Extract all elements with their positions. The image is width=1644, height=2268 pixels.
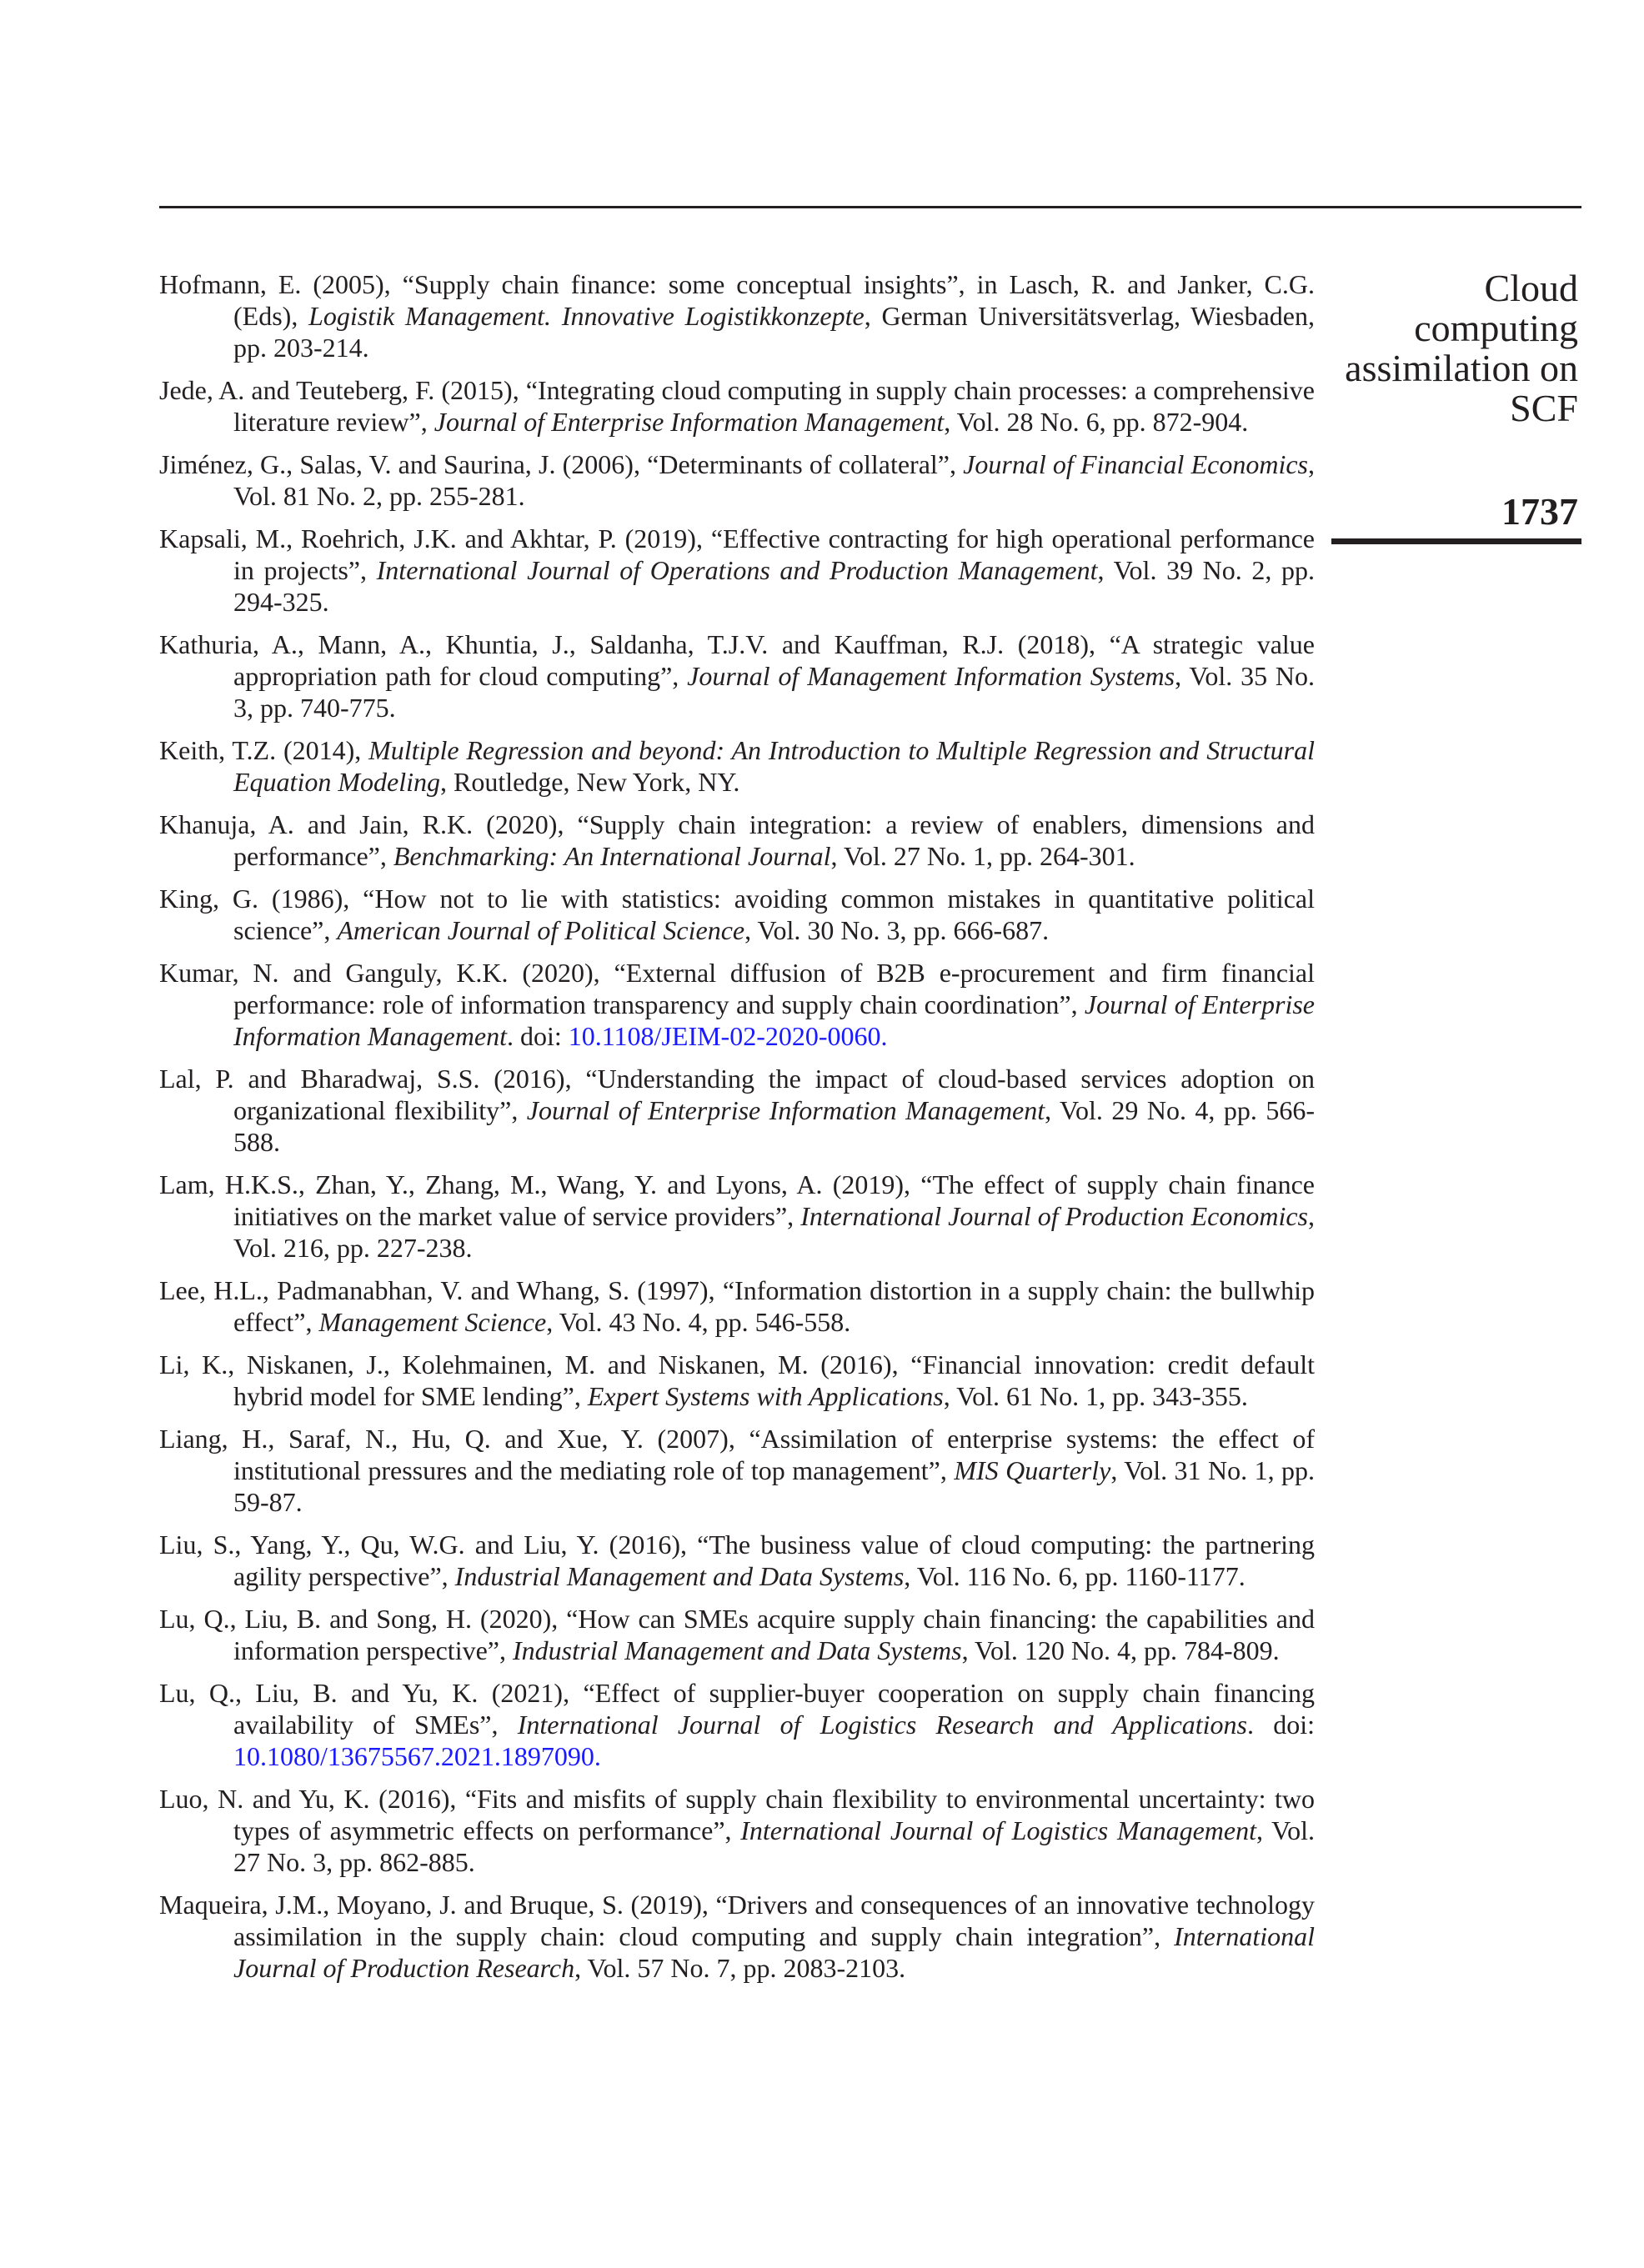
reference-source-title: Benchmarking: An International Journal	[393, 841, 831, 871]
reference-entry	[159, 1603, 1315, 1666]
reference-entry	[159, 268, 1315, 363]
reference-source-title: Journal of Financial Economics	[963, 449, 1308, 479]
reference-text: Keith, T.Z. (2014),	[159, 735, 369, 765]
page-number-rule	[1331, 538, 1581, 544]
reference-entry	[159, 957, 1315, 1052]
reference-text: Lu, Q., Liu, B. and Song, H. (2020), “How can SMEs acquire supply chain financing: the capabilities and information perspective”,	[159, 1604, 1315, 1665]
reference-details: , Vol. 57 No. 7, pp. 2083-2103.	[574, 1953, 906, 1983]
reference-details: , Vol. 35 No. 3, pp. 740-775.	[233, 661, 1316, 723]
reference-details: , Vol. 28 No. 6, pp. 872-904.	[944, 407, 1249, 437]
reference-details: , Vol. 61 No. 1, pp. 343-355.	[943, 1381, 1248, 1411]
reference-source-title: International Journal of Logistics Research and Applications	[517, 1710, 1248, 1740]
reference-source-title: Journal of Management Information Systems	[687, 661, 1175, 691]
reference-text: King, G. (1986), “How not to lie with statistics: avoiding common mistakes in quantitative political science”,	[159, 884, 1315, 945]
reference-text: Kathuria, A., Mann, A., Khuntia, J., Saldanha, T.J.V. and Kauffman, R.J. (2018), “A strategic value appropriation path for cloud computing”,	[159, 629, 1315, 691]
top-rule	[159, 206, 1581, 208]
reference-text: Lal, P. and Bharadwaj, S.S. (2016), “Understanding the impact of cloud-based services adoption on organizational flexibility”,	[159, 1064, 1315, 1125]
reference-entry	[159, 1677, 1315, 1772]
reference-text: Liu, S., Yang, Y., Qu, W.G. and Liu, Y. (2016), “The business value of cloud computing: the partnering agility perspective”,	[159, 1530, 1315, 1591]
reference-details: , Vol. 216, pp. 227-238.	[233, 1201, 1316, 1263]
reference-source-title: Management Science	[318, 1307, 547, 1337]
reference-entry	[159, 1063, 1315, 1158]
reference-text: Li, K., Niskanen, J., Kolehmainen, M. and Niskanen, M. (2016), “Financial innovation: credit default hybrid model for SME lending”,	[159, 1349, 1315, 1411]
reference-source-title: MIS Quarterly	[954, 1455, 1111, 1485]
reference-source-title: International Journal of Logistics Management	[740, 1815, 1257, 1845]
reference-details: , Vol. 81 No. 2, pp. 255-281.	[233, 449, 1315, 511]
reference-source-title: International Journal of Operations and Production Management	[376, 555, 1098, 585]
reference-text: Liang, H., Saraf, N., Hu, Q. and Xue, Y. (2007), “Assimilation of enterprise systems: the effect of institutional pressures and the mediating role of top management”,	[159, 1424, 1315, 1485]
reference-entry	[159, 1529, 1315, 1592]
reference-entry	[159, 809, 1315, 872]
reference-details: , Vol. 27 No. 3, pp. 862-885.	[233, 1815, 1316, 1877]
reference-text: Kapsali, M., Roehrich, J.K. and Akhtar, P. (2019), “Effective contracting for high operational performance in projects”,	[159, 523, 1315, 585]
reference-text: Jiménez, G., Salas, V. and Saurina, J. (2006), “Determinants of collateral”,	[159, 449, 964, 479]
reference-text: Lu, Q., Liu, B. and Yu, K. (2021), “Effect of supplier-buyer cooperation on supply chain financing availability of SMEs”,	[159, 1678, 1315, 1740]
running-title-line: Cloud	[1484, 267, 1578, 309]
reference-entry	[159, 1783, 1315, 1878]
reference-entry	[159, 448, 1315, 512]
reference-source-title: Multiple Regression and beyond: An Introduction to Multiple Regression and Structural Equation Modeling	[233, 735, 1316, 797]
doi-link[interactable]: 10.1108/JEIM-02-2020-0060.	[568, 1021, 888, 1051]
reference-details: , German Universitätsverlag, Wiesbaden, pp. 203-214.	[233, 301, 1316, 363]
reference-text: Khanuja, A. and Jain, R.K. (2020), “Supply chain integration: a review of enablers, dimensions and performance”,	[159, 809, 1315, 871]
reference-list	[159, 268, 1315, 1995]
page-number: 1737	[1501, 490, 1578, 533]
reference-details: , Vol. 31 No. 1, pp. 59-87.	[233, 1455, 1316, 1517]
reference-text: Luo, N. and Yu, K. (2016), “Fits and misfits of supply chain flexibility to environmental uncertainty: two types of asymmetric effects on performance”,	[159, 1784, 1315, 1845]
reference-source-title: Logistik Management. Innovative Logistikkonzepte	[308, 301, 865, 331]
reference-text: Jede, A. and Teuteberg, F. (2015), “Integrating cloud computing in supply chain processes: a comprehensive literature review”,	[159, 375, 1315, 437]
reference-source-title: Journal of Enterprise Information Management	[434, 407, 945, 437]
reference-source-title: Journal of Enterprise Information Management	[233, 989, 1316, 1051]
running-title-line: assimilation on	[1345, 347, 1578, 389]
reference-details: , Vol. 27 No. 1, pp. 264-301.	[830, 841, 1135, 871]
reference-details: , Vol. 30 No. 3, pp. 666-687.	[744, 915, 1050, 945]
reference-entry	[159, 628, 1315, 723]
reference-source-title: International Journal of Production Research	[233, 1921, 1315, 1983]
reference-entry	[159, 1349, 1315, 1412]
doi-link[interactable]: 10.1080/13675567.2021.1897090.	[233, 1741, 601, 1771]
reference-source-title: Industrial Management and Data Systems	[454, 1561, 905, 1591]
reference-text: Lam, H.K.S., Zhan, Y., Zhang, M., Wang, Y. and Lyons, A. (2019), “The effect of supply chain finance initiatives on the market value of service providers”,	[159, 1169, 1315, 1231]
reference-details: , Vol. 43 No. 4, pp. 546-558.	[546, 1307, 851, 1337]
running-title	[1301, 268, 1578, 428]
reference-source-title: Industrial Management and Data Systems	[512, 1635, 962, 1665]
reference-entry	[159, 523, 1315, 618]
reference-details: , Vol. 29 No. 4, pp. 566-588.	[233, 1095, 1316, 1157]
reference-text: Lee, H.L., Padmanabhan, V. and Whang, S. (1997), “Information distortion in a supply chain: the bullwhip effect”,	[159, 1275, 1315, 1337]
reference-source-title: American Journal of Political Science	[337, 915, 745, 945]
reference-text: Kumar, N. and Ganguly, K.K. (2020), “External diffusion of B2B e-procurement and firm financial performance: role of information transparency and supply chain coordination”,	[159, 958, 1315, 1019]
reference-details: , Vol. 120 No. 4, pp. 784-809.	[961, 1635, 1280, 1665]
reference-details: . doi:	[1247, 1710, 1316, 1740]
reference-entry	[159, 1423, 1315, 1518]
reference-text: Hofmann, E. (2005), “Supply chain finance: some conceptual insights”, in Lasch, R. and Janker, C.G. (Eds),	[159, 269, 1315, 331]
reference-source-title: International Journal of Production Economics	[800, 1201, 1309, 1231]
reference-entry	[159, 1169, 1315, 1264]
running-title-line: SCF	[1510, 387, 1578, 429]
reference-text: Maqueira, J.M., Moyano, J. and Bruque, S. (2019), “Drivers and consequences of an innovative technology assimilation in the supply chain: cloud computing and supply chain integration”,	[159, 1890, 1315, 1951]
reference-details: , Routledge, New York, NY.	[439, 767, 740, 797]
reference-entry	[159, 1889, 1315, 1984]
reference-source-title: Journal of Enterprise Information Management	[526, 1095, 1045, 1125]
reference-entry	[159, 374, 1315, 438]
reference-entry	[159, 1274, 1315, 1338]
reference-entry	[159, 883, 1315, 946]
reference-details: , Vol. 39 No. 2, pp. 294-325.	[233, 555, 1316, 617]
reference-entry	[159, 734, 1315, 798]
reference-details: , Vol. 116 No. 6, pp. 1160-1177.	[904, 1561, 1246, 1591]
running-title-line: computing	[1414, 307, 1578, 349]
reference-source-title: Expert Systems with Applications	[587, 1381, 944, 1411]
reference-details: . doi:	[506, 1021, 569, 1051]
